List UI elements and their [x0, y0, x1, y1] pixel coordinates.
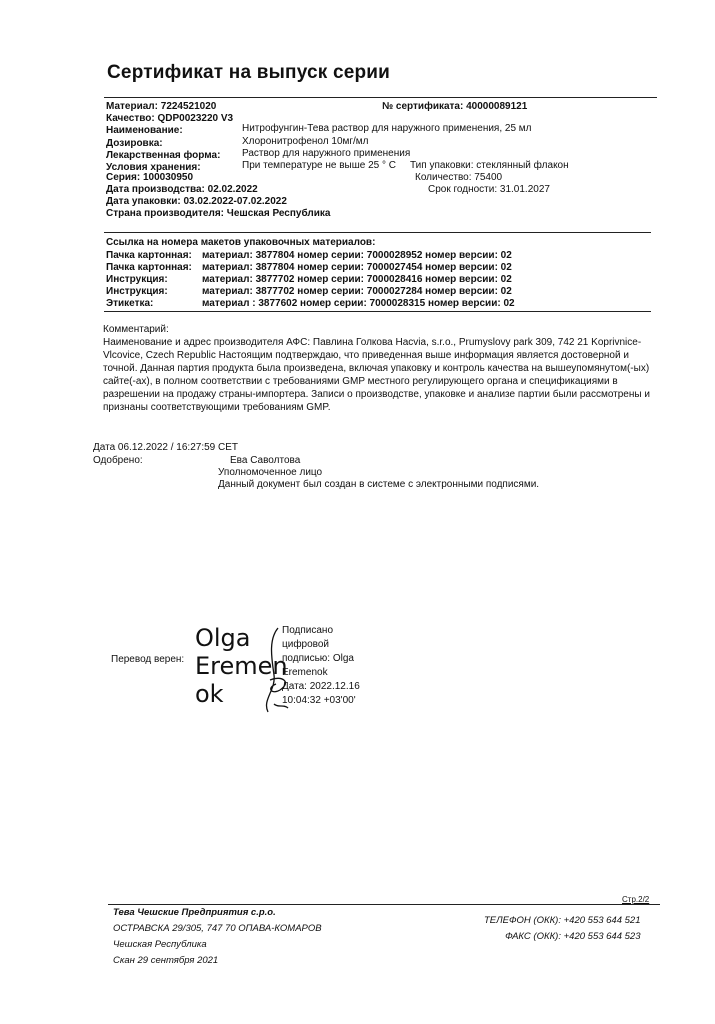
material-number: Материал: 7224521020: [106, 101, 217, 112]
packaging-detail: материал : 3877602 номер серии: 7000028315 номер версии: 02: [202, 298, 515, 309]
packaging-detail: материал: 3877702 номер серии: 7000028416 номер версии: 02: [202, 274, 512, 285]
packaging-row: [106, 250, 512, 262]
signature-line: Eremen: [195, 652, 288, 680]
country: Страна производителя: Чешская Республика: [106, 208, 331, 219]
name-label: Наименование:: [106, 125, 183, 136]
digital-signature-block: [282, 624, 360, 708]
dosage-label: Дозировка:: [106, 138, 163, 149]
footer-phone: ТЕЛЕФОН (ОКК): +420 553 644 521: [484, 915, 641, 926]
packaging-row: [106, 286, 512, 298]
packaging-row: [106, 298, 515, 310]
form-value: Раствор для наружного применения: [242, 148, 411, 159]
footer-company-name: Тева Чешские Предприятия с.р.о.: [113, 907, 276, 918]
footer-company: [113, 905, 322, 969]
digital-signature-line: подписью: Olga: [282, 653, 354, 664]
approval-date: Дата 06.12.2022 / 16:27:59 CET: [93, 442, 239, 453]
divider-middle: [104, 232, 651, 233]
digital-signature-line: Eremenok: [282, 667, 328, 678]
approver-name: Ева Саволтова: [230, 455, 301, 466]
certificate-number: № сертификата: 40000089121: [382, 101, 528, 112]
storage-value: При температуре не выше 25 ° С: [242, 160, 397, 171]
divider-top: [104, 97, 657, 98]
expiry-date: Срок годности: 31.01.2027: [428, 184, 550, 195]
quality-code: Качество: QDP0023220 V3: [106, 113, 234, 124]
electronic-signature-note: Данный документ был создан в системе с электронными подписями.: [218, 479, 540, 490]
packaging-type: Инструкция:: [106, 286, 168, 297]
packaging-type: Пачка картонная:: [106, 250, 192, 261]
production-date: Дата производства: 02.02.2022: [106, 184, 258, 195]
packaging-detail: материал: 3877804 номер серии: 7000027454 номер версии: 02: [202, 262, 512, 273]
packaging-row: [106, 274, 512, 286]
storage-label: Условия хранения:: [106, 162, 201, 173]
name-value: Нитрофунгин-Тева раствор для наружного применения, 25 мл: [242, 123, 532, 134]
packaging-detail: материал: 3877804 номер серии: 7000028952 номер версии: 02: [202, 250, 512, 261]
footer-scan-date: Скан 29 сентября 2021: [113, 955, 219, 966]
signature-line: ok: [195, 680, 224, 708]
approver-role: Уполномоченное лицо: [218, 467, 323, 478]
translation-label: Перевод верен:: [111, 654, 185, 665]
packaging-type: Пачка картонная:: [106, 262, 192, 273]
footer-contacts: [484, 913, 641, 945]
page-number: Стр.2/2: [622, 895, 650, 904]
packaging-type: Инструкция:: [106, 274, 168, 285]
form-label: Лекарственная форма:: [106, 150, 221, 161]
digital-signature-line: цифровой: [282, 639, 330, 650]
divider-packaging: [104, 311, 651, 312]
document-title: Сертификат на выпуск серии: [107, 62, 391, 83]
packaging-type: Этикетка:: [106, 298, 154, 309]
footer-fax: ФАКС (ОКК): +420 553 644 523: [505, 931, 641, 942]
comment-text: Наименование и адрес производителя АФС: Павлина Голкова Hacvia, s.r.o., Prumyslovy park 309, 742 21 Koprivnice-Vlcovice, Czech Republic Настоящим подтверждаю, что приведенная выше информация является достоверной и точной. Данная партия продукта была произведена, включая упаковку и контроль качества на вышеупомянутом(-ых) сайте(-ах), в полном соответствии с требованиями GMP местного регулирующего органа и спецификациями в разрешении на продажу страны-импортера. Записи о производстве, упаковке и анализе партии были рассмотрены и признаны соответствующими требованиям GMP.: [103, 337, 650, 413]
digital-signature-line: Дата: 2022.12.16: [282, 681, 360, 692]
approved-label: Одобрено:: [93, 455, 143, 466]
footer-country: Чешская Республика: [113, 939, 207, 950]
digital-signature-line: Подписано: [282, 625, 334, 636]
signature-line: Olga: [195, 624, 251, 652]
series-number: Серия: 100030950: [106, 172, 194, 183]
comment-label: Комментарий:: [103, 324, 169, 335]
packaging-row: [106, 262, 512, 274]
packaging-detail: материал: 3877702 номер серии: 7000027284 номер версии: 02: [202, 286, 512, 297]
package-type-text: Тип упаковки: стеклянный флакон: [410, 160, 569, 171]
quantity: Количество: 75400: [415, 172, 503, 183]
digital-signature-line: 10:04:32 +03'00': [282, 695, 356, 706]
dosage-value: Хлоронитрофенол 10мг/мл: [242, 136, 369, 147]
package-type: [410, 160, 569, 172]
packing-date: Дата упаковки: 03.02.2022-07.02.2022: [106, 196, 287, 207]
packaging-heading: Ссылка на номера макетов упаковочных материалов:: [106, 237, 376, 248]
footer-address: ОСТРАВСКА 29/305, 747 70 ОПАВА-КОМАРОВ: [113, 923, 322, 934]
